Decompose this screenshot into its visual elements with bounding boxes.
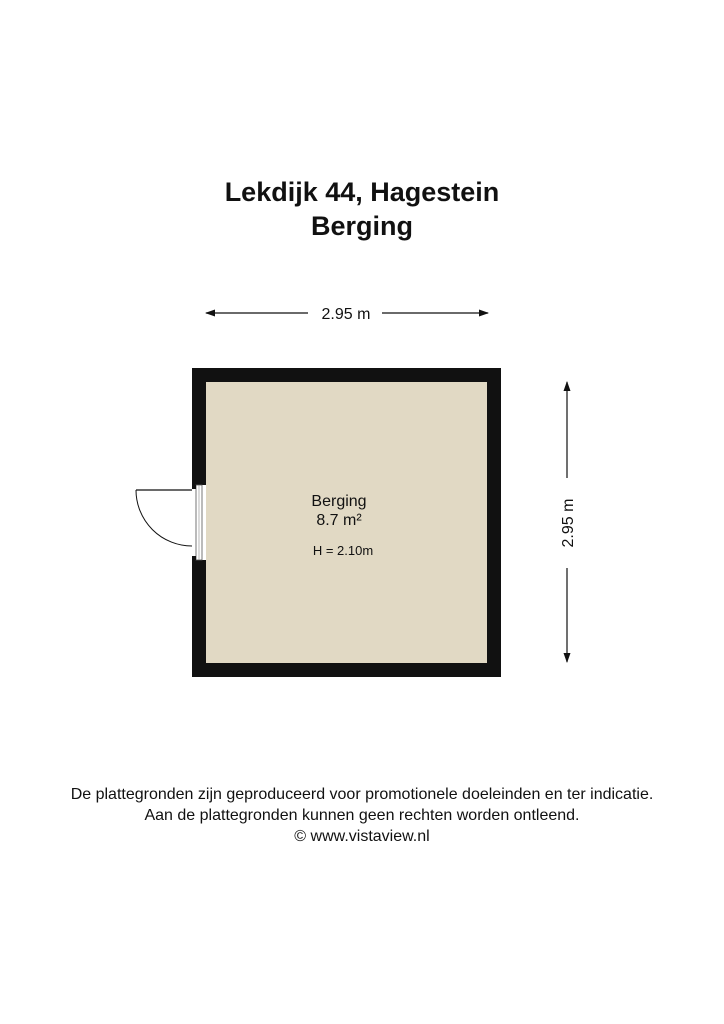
- wall-left-upper: [192, 368, 206, 485]
- disclaimer-line-2: Aan de plattegronden kunnen geen rechten worden ontleend.: [144, 807, 580, 824]
- room-height: H = 2.10m: [312, 543, 374, 558]
- wall-bottom: [192, 663, 501, 677]
- floor-title: Berging: [310, 211, 413, 241]
- door-swing-arc: [136, 490, 192, 546]
- door: [136, 485, 202, 560]
- room-area: 8.7 m²: [316, 512, 362, 529]
- width-dimension-label: 2.95 m: [321, 306, 371, 323]
- wall-left-lower: [192, 560, 206, 677]
- wall-right: [487, 368, 501, 677]
- disclaimer-line-1: De plattegronden zijn geproduceerd voor promotionele doeleinden en ter indicatie.: [70, 786, 654, 803]
- width-dimension: [206, 306, 488, 323]
- depth-dimension: [560, 382, 577, 662]
- address-title: Lekdijk 44, Hagestein: [224, 177, 500, 207]
- depth-dimension-label: 2.95 m: [560, 498, 577, 548]
- copyright-text: © www.vistaview.nl: [294, 828, 430, 845]
- wall-top: [192, 368, 501, 382]
- room-name: Berging: [311, 493, 367, 510]
